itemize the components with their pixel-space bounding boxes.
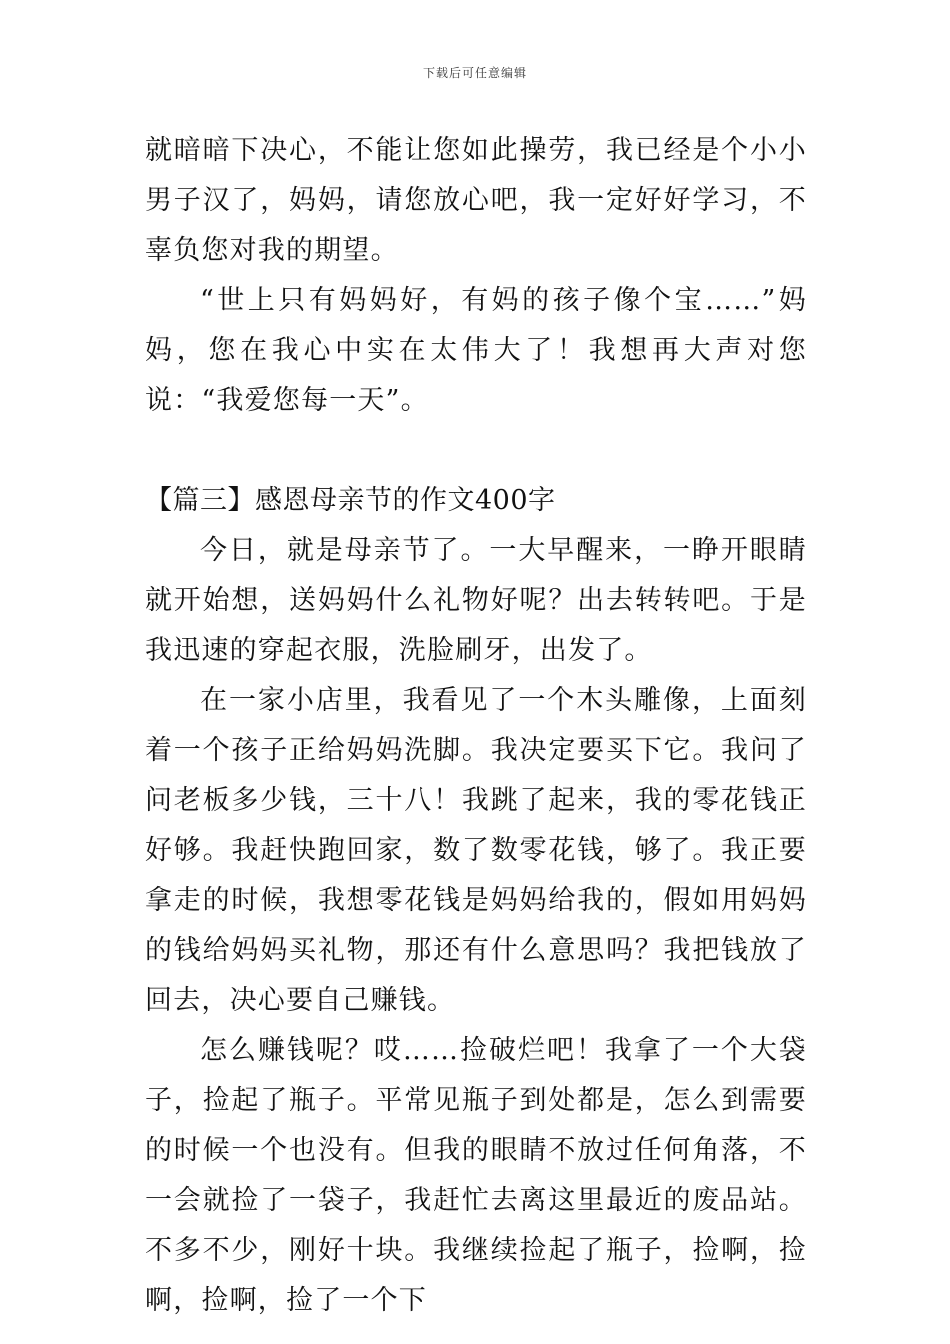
section-spacer xyxy=(145,426,807,476)
section-title: 【篇三】感恩母亲节的作文400字 xyxy=(145,485,556,516)
paragraph-quote: “世上只有妈妈好，有妈的孩子像个宝……”妈妈，您在我心中实在太伟大了！我想再大声对您说：“我爱您每一天”。 xyxy=(145,285,807,416)
section-paragraph-1: 今日，就是母亲节了。一大早醒来，一睁开眼睛就开始想，送妈妈什么礼物好呢？出去转转吧。于是我迅速的穿起衣服，洗脸刷牙，出发了。 xyxy=(145,535,807,666)
document-body xyxy=(145,126,807,1326)
page-header-note: 下载后可任意编辑 xyxy=(422,66,527,80)
section-paragraph-2: 在一家小店里，我看见了一个木头雕像，上面刻着一个孩子正给妈妈洗脚。我决定要买下它。我问了问老板多少钱，三十八！我跳了起来，我的零花钱正好够。我赶快跑回家，数了数零花钱，够了。我正要拿走的时候，我想零花钱是妈妈给我的，假如用妈妈的钱给妈妈买礼物，那还有什么意思吗？我把钱放了回去，决心要自己赚钱。 xyxy=(145,685,807,1016)
section-paragraph-3: 怎么赚钱呢？哎……捡破烂吧！我拿了一个大袋子，捡起了瓶子。平常见瓶子到处都是，怎么到需要的时候一个也没有。但我的眼睛不放过任何角落，不一会就捡了一袋子，我赶忙去离这里最近的废品站。不多不少，刚好十块。我继续捡起了瓶子，捡啊，捡啊，捡啊，捡了一个下 xyxy=(145,1035,807,1316)
paragraph-continuation: 就暗暗下决心，不能让您如此操劳，我已经是个小小男子汉了，妈妈，请您放心吧，我一定好好学习，不辜负您对我的期望。 xyxy=(145,135,807,266)
